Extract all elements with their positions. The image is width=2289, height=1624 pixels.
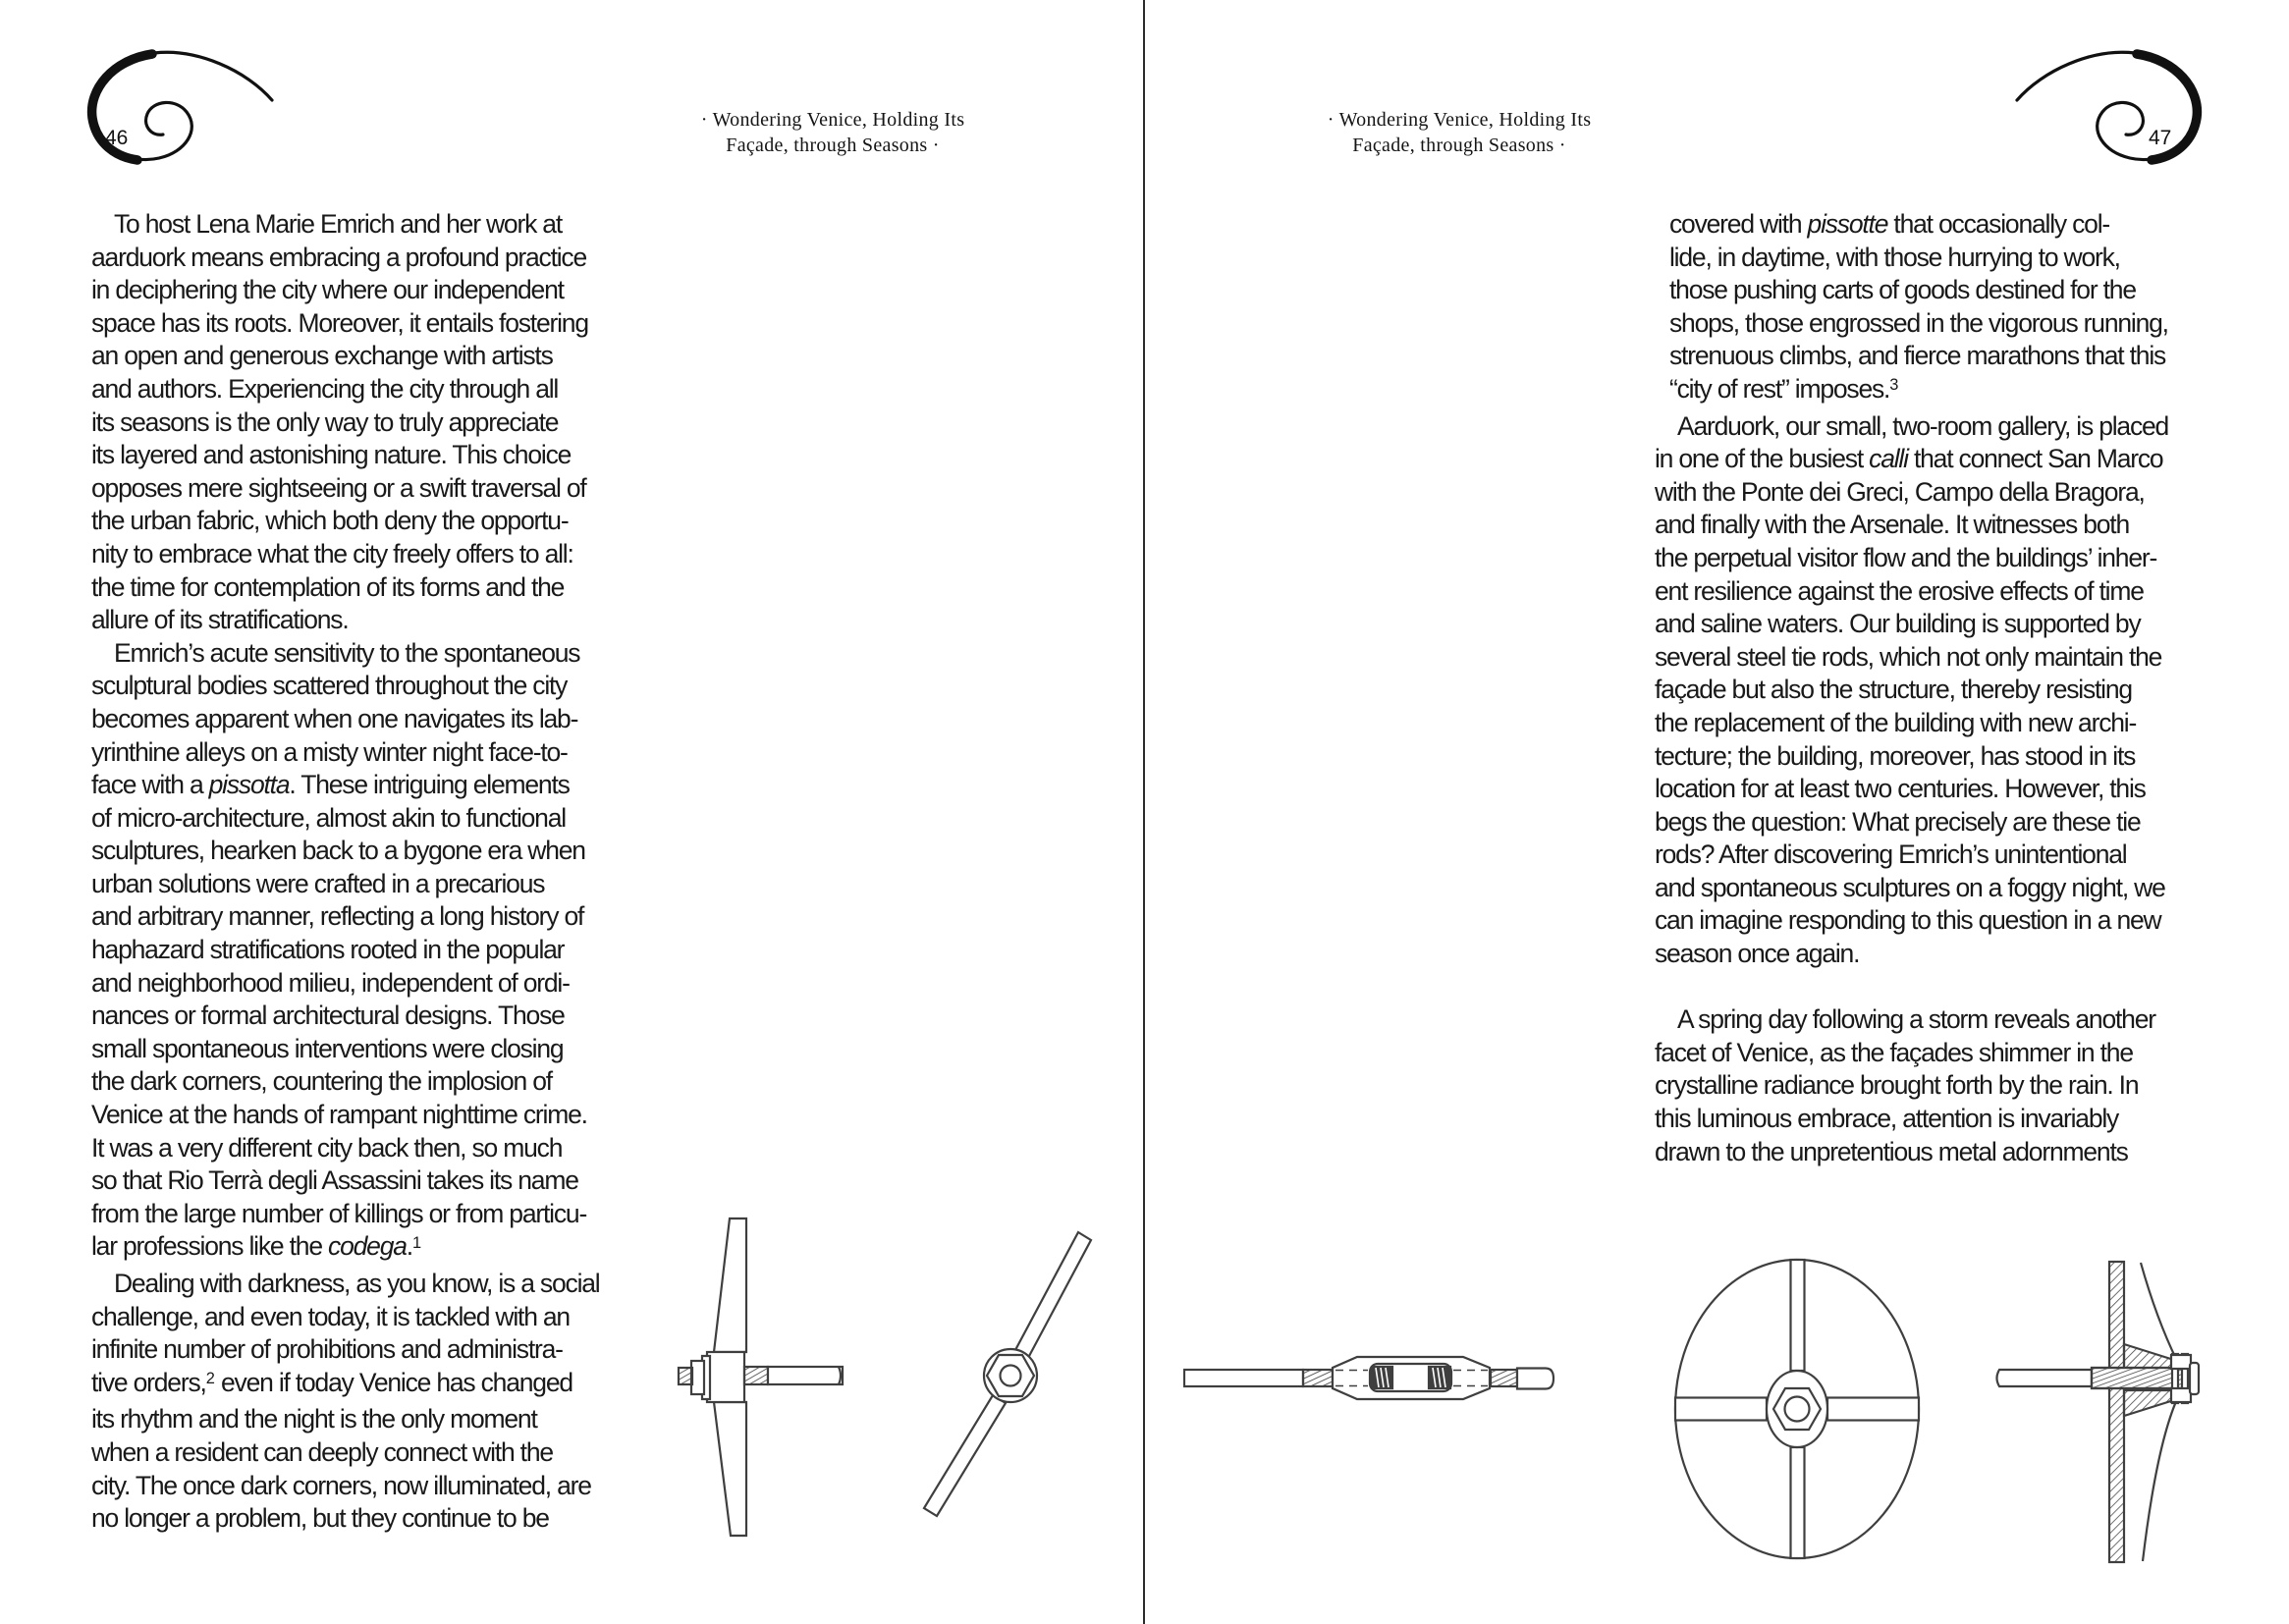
text-line: To host Lena Marie Emrich and her work at (114, 209, 563, 239)
text-line: of micro-architecture, almost akin to functional (91, 802, 566, 833)
text-line: yrinthine alleys on a misty winter night face-to- (91, 736, 568, 767)
text-line: an open and generous exchange with artists (91, 341, 553, 371)
text-line: no longer a problem, but they continue to be (91, 1503, 549, 1534)
paragraph (1655, 208, 2224, 410)
text-line: It was a very different city back then, so much (91, 1132, 563, 1163)
text-line: and neighborhood milieu, independent of ordi- (91, 967, 570, 998)
text-line: season once again. (1655, 939, 1860, 969)
running-header-line: Façade, through Seasons · (1352, 135, 1566, 156)
turnbuckle-tensioner (1183, 1353, 1556, 1407)
text-line: infinite number of prohibitions and administra- (91, 1334, 563, 1365)
tie-rod-anchor-plate-side-view (648, 1216, 849, 1540)
running-header-line: · Wondering Venice, Holding Its (700, 109, 965, 131)
text-line: the urban fabric, which both deny the opportu- (91, 506, 569, 536)
running-header-line: Façade, through Seasons · (726, 135, 940, 156)
text-line: crystalline radiance brought forth by the rain. In (1655, 1070, 2139, 1101)
anchor-plate-section-with-threaded-rod (1991, 1260, 2206, 1564)
text-line: city. The once dark corners, now illuminated, are (91, 1470, 591, 1500)
text-line: facet of Venice, as the façades shimmer in the (1655, 1037, 2133, 1067)
running-header-line: · Wondering Venice, Holding Its (1327, 109, 1592, 131)
text-line: nances or formal architectural designs. Those (91, 1001, 565, 1031)
text-line: strenuous climbs, and fierce marathons that this (1669, 341, 2166, 371)
text-line: aarduork means embracing a profound practice (91, 242, 587, 272)
text-line: allure of its stratifications. (91, 605, 349, 635)
text-line: with the Ponte dei Greci, Campo della Bragora, (1655, 476, 2145, 507)
text-line: the replacement of the building with new archi- (1655, 707, 2137, 737)
diagonal-anchor-bar-with-nut (918, 1230, 1105, 1520)
paragraph (1655, 410, 2224, 971)
text-line: façade but also the structure, thereby resisting (1655, 675, 2132, 705)
text-line: when a resident can deeply connect with the (91, 1436, 553, 1467)
text-line: nity to embrace what the city freely offers to all: (91, 538, 573, 568)
text-line: this luminous embrace, attention is invariably (1655, 1104, 2119, 1134)
text-line: the perpetual visitor flow and the buildings’ inher- (1655, 542, 2157, 572)
text-line: so that Rio Terrà degli Assassini takes its name (91, 1165, 578, 1196)
text-line: shops, those engrossed in the vigorous running, (1669, 307, 2168, 338)
text-line: rods? After discovering Emrich’s unintentional (1655, 839, 2127, 870)
text-line: Dealing with darkness, as you know, is a social (114, 1269, 600, 1298)
text-line: its layered and astonishing nature. This choice (91, 440, 572, 470)
text-line: tive orders,$^2$ even if today Venice has changed (91, 1367, 572, 1397)
text-line: tecture; the building, moreover, has stood in its (1655, 740, 2136, 771)
text-line: haphazard stratifications rooted in the popular (91, 935, 565, 965)
paragraph (1655, 1003, 2224, 1168)
right-page-text-column (1655, 208, 2224, 1168)
text-line: lar professions like the codega.$^1$ (91, 1231, 422, 1262)
text-line: sculptures, hearken back to a bygone era when (91, 836, 585, 866)
text-line: sculptural bodies scattered throughout the city (91, 671, 568, 701)
page-number: 46 (105, 127, 129, 149)
text-line: in one of the busiest calli that connect San Marco (1655, 444, 2163, 474)
text-line: in deciphering the city where our independent (91, 275, 564, 305)
text-line: Aarduork, our small, two-room gallery, is placed (1677, 410, 2169, 441)
text-line: and authors. Experiencing the city through all (91, 373, 559, 404)
text-line: “city of rest” imposes.$^3$ (1669, 373, 1899, 404)
text-line: and saline waters. Our building is supported by (1655, 609, 2141, 639)
text-line: from the large number of killings or from particu- (91, 1198, 587, 1228)
text-line: small spontaneous interventions were closing (91, 1033, 564, 1063)
text-line: urban solutions were crafted in a precarious (91, 868, 545, 898)
text-line: the dark corners, countering the implosion of (91, 1066, 552, 1097)
running-header (636, 107, 1029, 158)
page-number: 47 (2149, 127, 2172, 149)
text-line: drawn to the unpretentious metal adornments (1655, 1136, 2128, 1166)
text-line: its seasons is the only way to truly appreciate (91, 406, 559, 437)
text-line: Emrich’s acute sensitivity to the spontaneous (114, 637, 580, 668)
text-line: face with a pissotta. These intriguing elements (91, 770, 570, 800)
text-line: several steel tie rods, which not only maintain the (1655, 641, 2162, 672)
text-line: challenge, and even today, it is tackled with an (91, 1301, 570, 1331)
paragraph (91, 208, 661, 637)
text-line: and arbitrary manner, reflecting a long history of (91, 901, 584, 932)
circular-anchor-plate-front-view (1673, 1257, 1923, 1561)
text-line: ent resilience against the erosive effects of time (1655, 575, 2144, 606)
paragraph (91, 1268, 661, 1536)
text-line: and spontaneous sculptures on a foggy night, we (1655, 872, 2165, 902)
text-line: A spring day following a storm reveals another (1677, 1004, 2155, 1035)
text-line: its rhythm and the night is the only moment (91, 1404, 537, 1435)
text-line: can imagine responding to this question in a new (1655, 905, 2161, 936)
text-line: the time for contemplation of its forms and the (91, 571, 565, 602)
text-line: space has its roots. Moreover, it entails fostering (91, 307, 588, 338)
running-header (1263, 107, 1656, 158)
gutter-divider-line (1143, 0, 1145, 1624)
text-line: lide, in daytime, with those hurrying to work, (1669, 242, 2120, 272)
text-line: begs the question: What precisely are these tie (1655, 806, 2141, 837)
text-line: location for at least two centuries. However, this (1655, 774, 2146, 804)
text-line: becomes apparent when one navigates its lab- (91, 703, 578, 733)
text-line: opposes mere sightseeing or a swift traversal of (91, 472, 586, 503)
paragraph (91, 637, 661, 1268)
swash-ornament-icon (2014, 45, 2206, 167)
text-line: covered with pissotte that occasionally col- (1669, 209, 2110, 239)
left-page-text-column (91, 208, 661, 1536)
text-line: and finally with the Arsenale. It witnesses both (1655, 510, 2130, 540)
text-line: Venice at the hands of rampant nighttime crime. (91, 1100, 587, 1130)
text-line: those pushing carts of goods destined for the (1669, 275, 2136, 305)
